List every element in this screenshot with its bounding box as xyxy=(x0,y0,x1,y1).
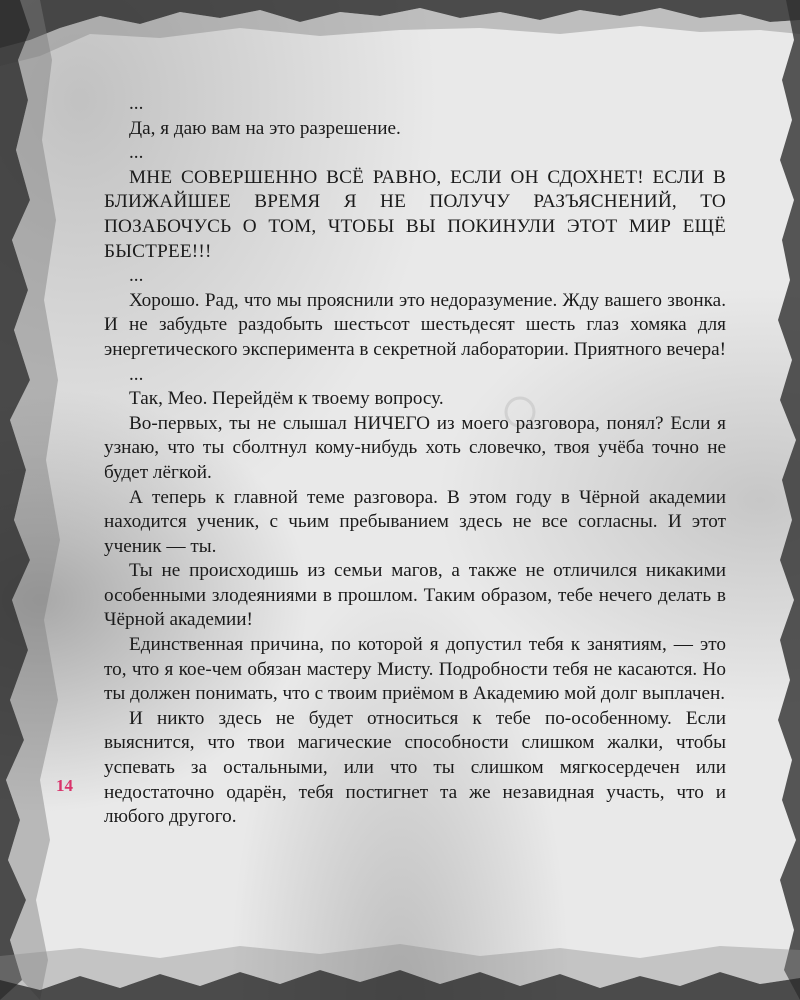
paragraph-shout: МНЕ СОВЕРШЕННО ВСЁ РАВНО, ЕСЛИ ОН СДОХНЕТ! ЕСЛИ В БЛИЖАЙШЕЕ ВРЕМЯ Я НЕ ПОЛУЧУ РАЗЪЯСНЕНИЙ, ТО ПОЗАБОЧУСЬ О ТОМ, ЧТОБЫ ВЫ ПОКИНУЛИ ЭТОТ МИР ЕЩЁ БЫСТРЕЕ!!! xyxy=(104,166,726,262)
paragraph-main-topic: А теперь к главной теме разговора. В этом году в Чёрной академии находится ученик, с чьим пребыванием здесь не все согласны. И этот ученик — ты. xyxy=(104,486,726,557)
paragraph-good: Хорошо. Рад, что мы прояснили это недоразумение. Жду вашего звонка. И не забудьте раздобыть шестьсот шестьдесят шесть глаз хомяка для энергетического эксперимента в секретной лаборатории. Приятного вечера! xyxy=(104,289,726,360)
paragraph-first: Во-первых, ты не слышал НИЧЕГО из моего разговора, понял? Если я узнаю, что ты сболтнул кому-нибудь хоть словечко, твоя учёба точно не будет лёгкой. xyxy=(104,412,726,483)
paragraph-ellipsis-2: ... xyxy=(129,142,144,164)
text-block xyxy=(104,92,726,830)
paragraph-ellipsis-1: ... xyxy=(129,93,144,114)
paragraph-ellipsis-3: ... xyxy=(129,265,144,287)
paragraph-ellipsis-4: ... xyxy=(129,363,144,385)
paragraph-permission: Да, я даю вам на это разрешение. xyxy=(129,117,401,139)
paragraph-reason: Единственная причина, по которой я допустил тебя к занятиям, — это то, что я кое-чем обязан мастеру Мисту. Подробности тебя не касаются. Но ты должен понимать, что с твоим приёмом в Академию мой долг выплачен. xyxy=(104,634,726,705)
paragraph-meo: Так, Мео. Перейдём к твоему вопросу. xyxy=(129,388,444,410)
page-number: 14 xyxy=(56,776,73,795)
paragraph-nobody: И никто здесь не будет относиться к тебе по-особенному. Если выяснится, что твои магические способности слишком жалки, чтобы успевать за остальными, или что ты слишком мягкосердечен или недостаточно одарён, тебя постигнет та же незавидная участь, что и любого другого. xyxy=(104,707,726,828)
paragraph-not-mage: Ты не происходишь из семьи магов, а также не отличился никакими особенными злодеяниями в прошлом. Таким образом, тебе нечего делать в Чёрной академии! xyxy=(104,560,726,631)
torn-right-edge xyxy=(778,0,800,1000)
